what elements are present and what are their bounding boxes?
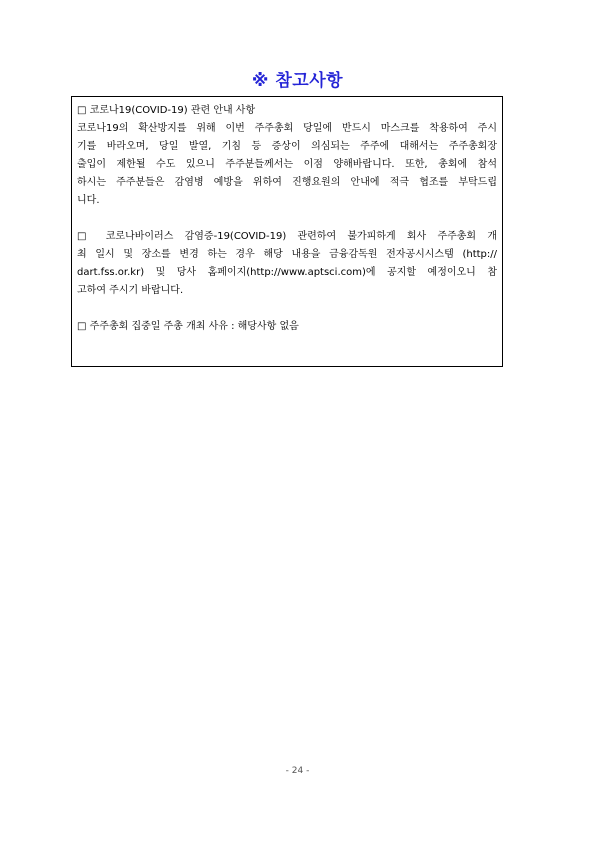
venue-change-line: 최 일시 및 장소를 변경 하는 경우 해당 내용을 금융감독원 전자공시시스템 (http:// [77,249,497,260]
concentration-day-heading: □ 주주총회 집중일 주총 개최 사유 : 해당사항 없음 [77,321,299,332]
covid-notice-heading: □ 코로나19(COVID-19) 관련 안내 사항 [77,105,256,116]
page-title: ※ 참고사항 [251,71,344,91]
venue-change-line: 고하여 주시기 바랍니다. [77,285,184,296]
covid-notice-line: 니다. [77,195,100,206]
covid-notice-section [77,102,497,210]
notice-box [71,96,503,367]
venue-change-section [77,228,497,300]
venue-change-line: dart.fss.or.kr) 및 당사 홈페이지(http://www.aptsci.com)에 공지할 예정이오니 참 [77,267,497,278]
covid-notice-line: 하시는 주주분들은 감염병 예방을 위하여 진행요원의 안내에 적극 협조를 부탁드립 [77,177,497,188]
covid-notice-line: 기를 바라오며, 당일 발열, 기침 등 증상이 의심되는 주주에 대해서는 주주총회장 [77,141,497,152]
page-number: - 24 - [285,766,310,776]
covid-notice-line: 코로나19의 확산방지를 위해 이번 주주총회 당일에 반드시 마스크를 착용하여 주시 [77,123,497,134]
venue-change-line: □ 코로나바이러스 감염증-19(COVID-19) 관련하여 불가피하게 회사 주주총회 개 [77,231,497,242]
covid-notice-line: 출입이 제한될 수도 있으니 주주분들께서는 이점 양해바랍니다. 또한, 총회에 참석 [77,159,497,170]
concentration-day-section [77,318,497,336]
